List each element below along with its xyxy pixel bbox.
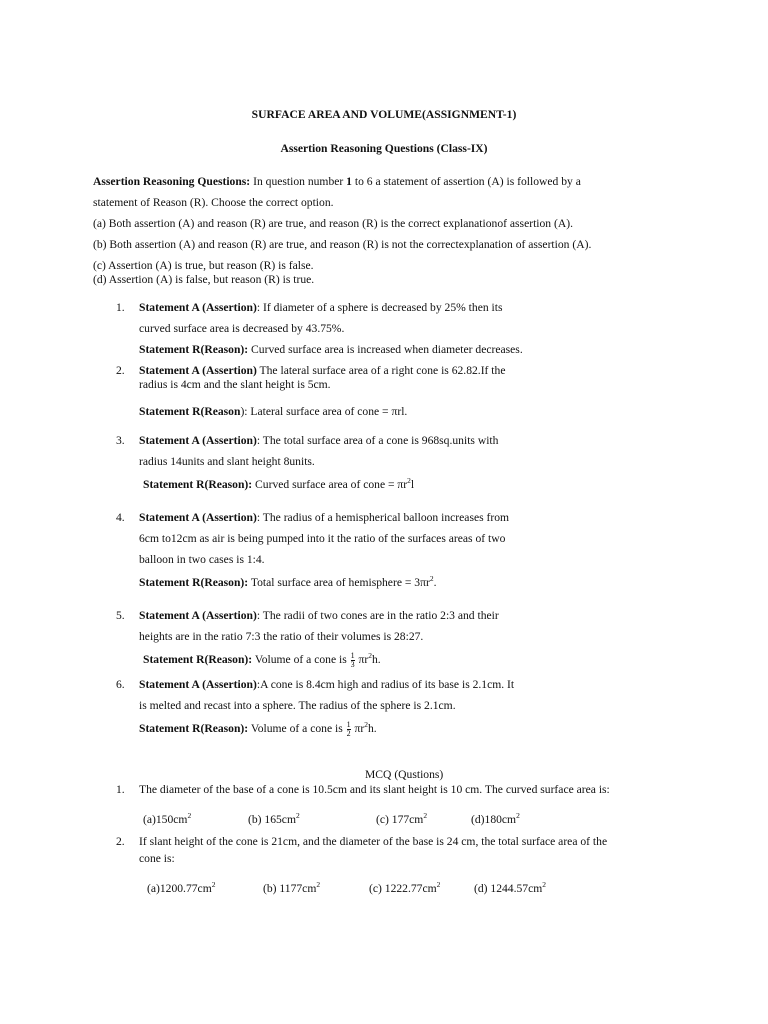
option-c: (c) Assertion (A) is true, but reason (R) is false. [93, 259, 314, 272]
assertion-line: is melted and recast into a sphere. The radius of the sphere is 2.1cm. [139, 699, 456, 712]
assertion-line: balloon in two cases is 1:4. [139, 553, 265, 566]
question-number: 2. [116, 364, 125, 377]
question-number: 2. [116, 835, 125, 848]
page-subtitle: Assertion Reasoning Questions (Class-IX) [280, 142, 488, 155]
fraction: $\frac{1}{2}$ [346, 719, 351, 738]
assertion-line: radius is 4cm and the slant height is 5cm. [139, 378, 331, 391]
reason-line: Statement R(Reason): Volume of a cone is $\frac{1}{3}$ $\pi r^2h$. [143, 650, 381, 669]
option-d: (d) Assertion (A) is false, but reason (R) is true. [93, 273, 315, 286]
question-number: 3. [116, 434, 125, 447]
question-number: 5. [116, 609, 125, 622]
reason-line: Statement R(Reason): Total surface area of hemisphere = $3\pi r^2$. [139, 574, 437, 589]
assertion-line: Statement A (Assertion): The total surface area of a cone is 968sq.units with [139, 434, 499, 447]
page-title: SURFACE AREA AND VOLUME(ASSIGNMENT-1) [251, 108, 517, 121]
reason-line: Statement R(Reason): Volume of a cone is $\frac{1}{2}$ $\pi r^2h$. [139, 719, 377, 738]
intro-line-2: statement of Reason (R). Choose the correct option. [93, 196, 334, 209]
fraction: $\frac{1}{3}$ [350, 650, 355, 669]
mcq-option: (c) $177cm^2$ [376, 811, 428, 826]
reason-line: Statement R(Reason): Curved surface area of cone = $\pi r^2l$ [143, 476, 415, 491]
mcq-question-text: cone is: [139, 852, 175, 865]
assertion-line: heights are in the ratio 7:3 the ratio of their volumes is 28:27. [139, 630, 424, 643]
reason-line: Statement R(Reason): Lateral surface area of cone = πrl. [139, 405, 408, 418]
assertion-line: Statement A (Assertion):A cone is 8.4cm high and radius of its base is 2.1cm. It [139, 678, 515, 691]
option-a: (a) Both assertion (A) and reason (R) are true, and reason (R) is the correct explanationof assertion (A). [93, 217, 573, 230]
mcq-option: (b) $1177cm^2$ [263, 880, 321, 895]
assertion-line: curved surface area is decreased by 43.75%. [139, 322, 345, 335]
assertion-line: Statement A (Assertion) The lateral surface area of a right cone is 62.82.If the [139, 364, 506, 377]
option-b: (b) Both assertion (A) and reason (R) are true, and reason (R) is not the correctexplanation of assertion (A). [93, 238, 592, 251]
mcq-option: $(a)150cm^2$ [143, 811, 192, 826]
question-number: 1. [116, 301, 125, 314]
question-number: 1. [116, 783, 125, 796]
mcq-option: $(d)180cm^2$ [471, 811, 520, 826]
mcq-question-text: The diameter of the base of a cone is 10.5cm and its slant height is 10 cm. The curved surface area is: [139, 783, 610, 796]
question-number: 6. [116, 678, 125, 691]
question-number: 4. [116, 511, 125, 524]
mcq-option: (c) $1222.77cm^2$ [369, 880, 441, 895]
assertion-line: Statement A (Assertion): If diameter of a sphere is decreased by 25% then its [139, 301, 503, 314]
mcq-heading: MCQ (Qustions) [365, 768, 444, 781]
mcq-question-text: If slant height of the cone is 21cm, and the diameter of the base is 24 cm, the total surface area of the [139, 835, 608, 848]
assertion-line: Statement A (Assertion): The radii of two cones are in the ratio 2:3 and their [139, 609, 499, 622]
reason-line: Statement R(Reason): Curved surface area is increased when diameter decreases. [139, 343, 523, 356]
assertion-line: 6cm to12cm as air is being pumped into it the ratio of the surfaces areas of two [139, 532, 506, 545]
assertion-line: Statement A (Assertion): The radius of a hemispherical balloon increases from [139, 511, 510, 524]
mcq-option: $(a)1200.77cm^2$ [147, 880, 216, 895]
mcq-option: (b) $165cm^2$ [248, 811, 300, 826]
intro-line-1: Assertion Reasoning Questions: In question number 1 to 6 a statement of assertion (A) is followed by a [93, 175, 581, 188]
assertion-line: radius 14units and slant height 8units. [139, 455, 315, 468]
mcq-option: (d) $1244.57cm^2$ [474, 880, 547, 895]
